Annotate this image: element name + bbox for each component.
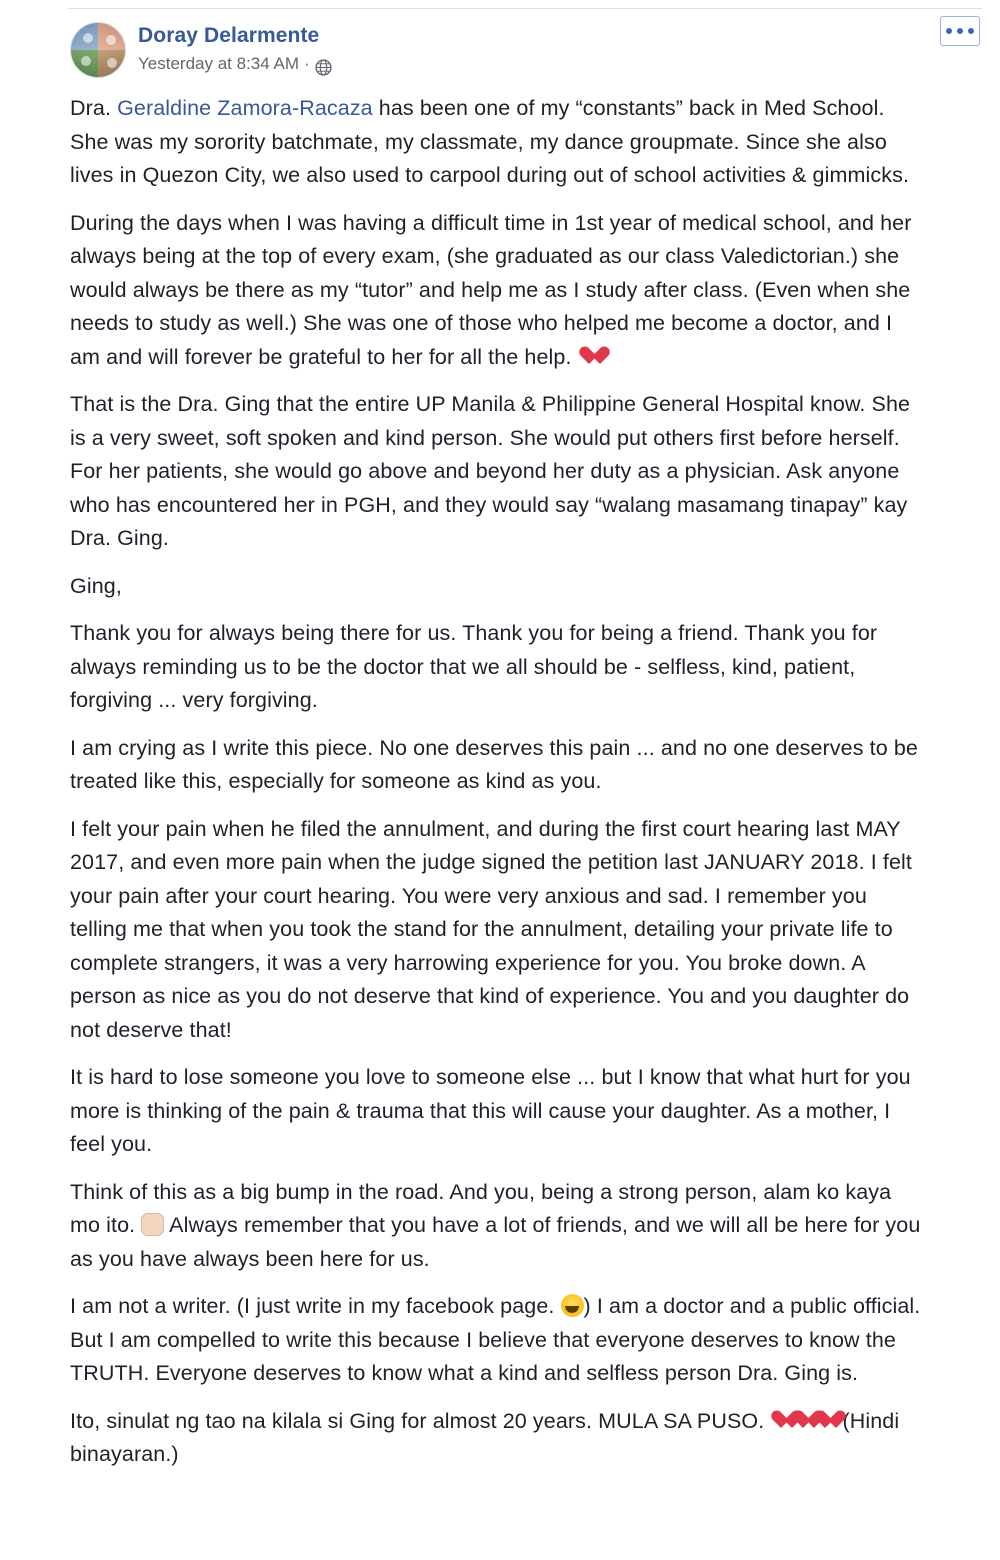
paragraph-5-text: Thank you for always being there for us. Thank you for being a friend. Thank you for always reminding us to be the doctor that we all should be - selfless, kind, patient, forgiving ... very forgiving. xyxy=(70,621,878,712)
avatar-tile-3 xyxy=(71,50,98,77)
post-paragraph-10 xyxy=(70,1290,922,1391)
heart-emoji-icon-3 xyxy=(792,1411,814,1431)
post-paragraph-9 xyxy=(70,1176,922,1277)
post-paragraph-6 xyxy=(70,732,922,799)
paragraph-11-text-after: (Hindi binayaran.) xyxy=(70,1408,900,1466)
heart-emoji-icon-4 xyxy=(814,1411,836,1431)
paragraph-1-rest: has been one of my “constants” back in Med School. She was my sorority batchmate, my classmate, my dance groupmate. Since she also lives in Quezon City, we also used to carpool during out of school activities & gimmicks. xyxy=(70,96,910,187)
post-header-text xyxy=(138,22,332,74)
post-body xyxy=(0,78,1000,1472)
ellipsis-icon-dot-3 xyxy=(968,28,974,34)
fist-emoji-icon xyxy=(141,1213,164,1236)
paragraph-9-text-after: Always remember that you have a lot of friends, and we will all be here for you as you have always been here for us. xyxy=(70,1213,921,1271)
paragraph-2-text: During the days when I was having a difficult time in 1st year of medical school, and her always being at the top of every exam, (she graduated as our class Valedictorian.) she would always be there as my “tutor” and help me as I study after class. (Even when she needs to study as well.) She was one of those who helped me become a doctor, and I am and will forever be grateful to her for all the help. xyxy=(70,210,912,369)
avatar-tile-1 xyxy=(71,23,98,50)
post-author-name[interactable]: Doray Delarmente xyxy=(138,24,320,47)
post-paragraph-7 xyxy=(70,813,922,1048)
heart-emoji-icon xyxy=(578,347,600,367)
ellipsis-icon-dot-2 xyxy=(957,28,963,34)
post-timestamp[interactable]: Yesterday at 8:34 AM xyxy=(138,54,299,73)
paragraph-3-text: That is the Dra. Ging that the entire UP Manila & Philippine General Hospital know. She is a very sweet, soft spoken and kind person. She would put others first before herself. For her patients, she would go above and beyond her duty as a physician. Ask anyone who has encountered her in PGH, and they would say “walang masamang tinapay” kay Dra. Ging. xyxy=(70,392,911,550)
paragraph-10-text-before: I am not a writer. (I just write in my facebook page. xyxy=(70,1294,561,1318)
avatar-tile-4 xyxy=(98,50,125,77)
meta-separator: · xyxy=(303,54,310,73)
laughing-emoji-icon xyxy=(561,1294,584,1317)
paragraph-10-text-after: ) I am a doctor and a public official. But I am compelled to write this because I believe that everyone deserves to know the TRUTH. Everyone deserves to know what a kind and selfless person Dra. Ging is. xyxy=(70,1294,921,1385)
ellipsis-icon-dot-1 xyxy=(946,28,952,34)
post-header xyxy=(0,0,1000,78)
avatar-tile-2 xyxy=(98,23,125,50)
post-paragraph-2 xyxy=(70,207,922,375)
globe-icon[interactable] xyxy=(315,59,332,76)
paragraph-7-text: I felt your pain when he filed the annulment, and during the first court hearing last MAY 2017, and even more pain when the judge signed the petition last JANUARY 2018. I felt your pain after your court hearing. You were very anxious and sad. I remember you telling me that when you took the stand for the annulment, detailing your private life to complete strangers, it was a very harrowing experience for you. You broke down. A person as nice as you do not deserve that kind of experience. You and you daughter do not deserve that! xyxy=(70,816,912,1042)
paragraph-6-text: I am crying as I write this piece. No one deserves this pain ... and no one deserves to be treated like this, especially for someone as kind as you. xyxy=(70,735,918,793)
post-paragraph-1 xyxy=(70,92,922,193)
post-paragraph-3 xyxy=(70,388,922,556)
post-options-button[interactable] xyxy=(940,16,980,46)
paragraph-4-text: Ging, xyxy=(70,573,122,598)
post-paragraph-11 xyxy=(70,1405,922,1472)
avatar[interactable] xyxy=(70,22,126,78)
paragraph-9-text-before: Think of this as a big bump in the road. And you, being a strong person, alam ko kaya mo ito. xyxy=(70,1179,892,1237)
post-paragraph-8 xyxy=(70,1061,922,1162)
post-paragraph-4 xyxy=(70,570,922,604)
heart-emoji-icon-2 xyxy=(770,1411,792,1431)
mention-link[interactable]: Geraldine Zamora-Racaza xyxy=(117,96,373,120)
paragraph-11-text-before: Ito, sinulat ng tao na kilala si Ging for almost 20 years. MULA SA PUSO. xyxy=(70,1408,771,1433)
paragraph-1-lead: Dra. xyxy=(70,96,118,120)
post-meta xyxy=(138,54,332,74)
post-paragraph-5 xyxy=(70,617,922,718)
paragraph-8-text: It is hard to lose someone you love to someone else ... but I know that what hurt for you more is thinking of the pain & trauma that this will cause your daughter. As a mother, I feel you. xyxy=(70,1065,911,1156)
